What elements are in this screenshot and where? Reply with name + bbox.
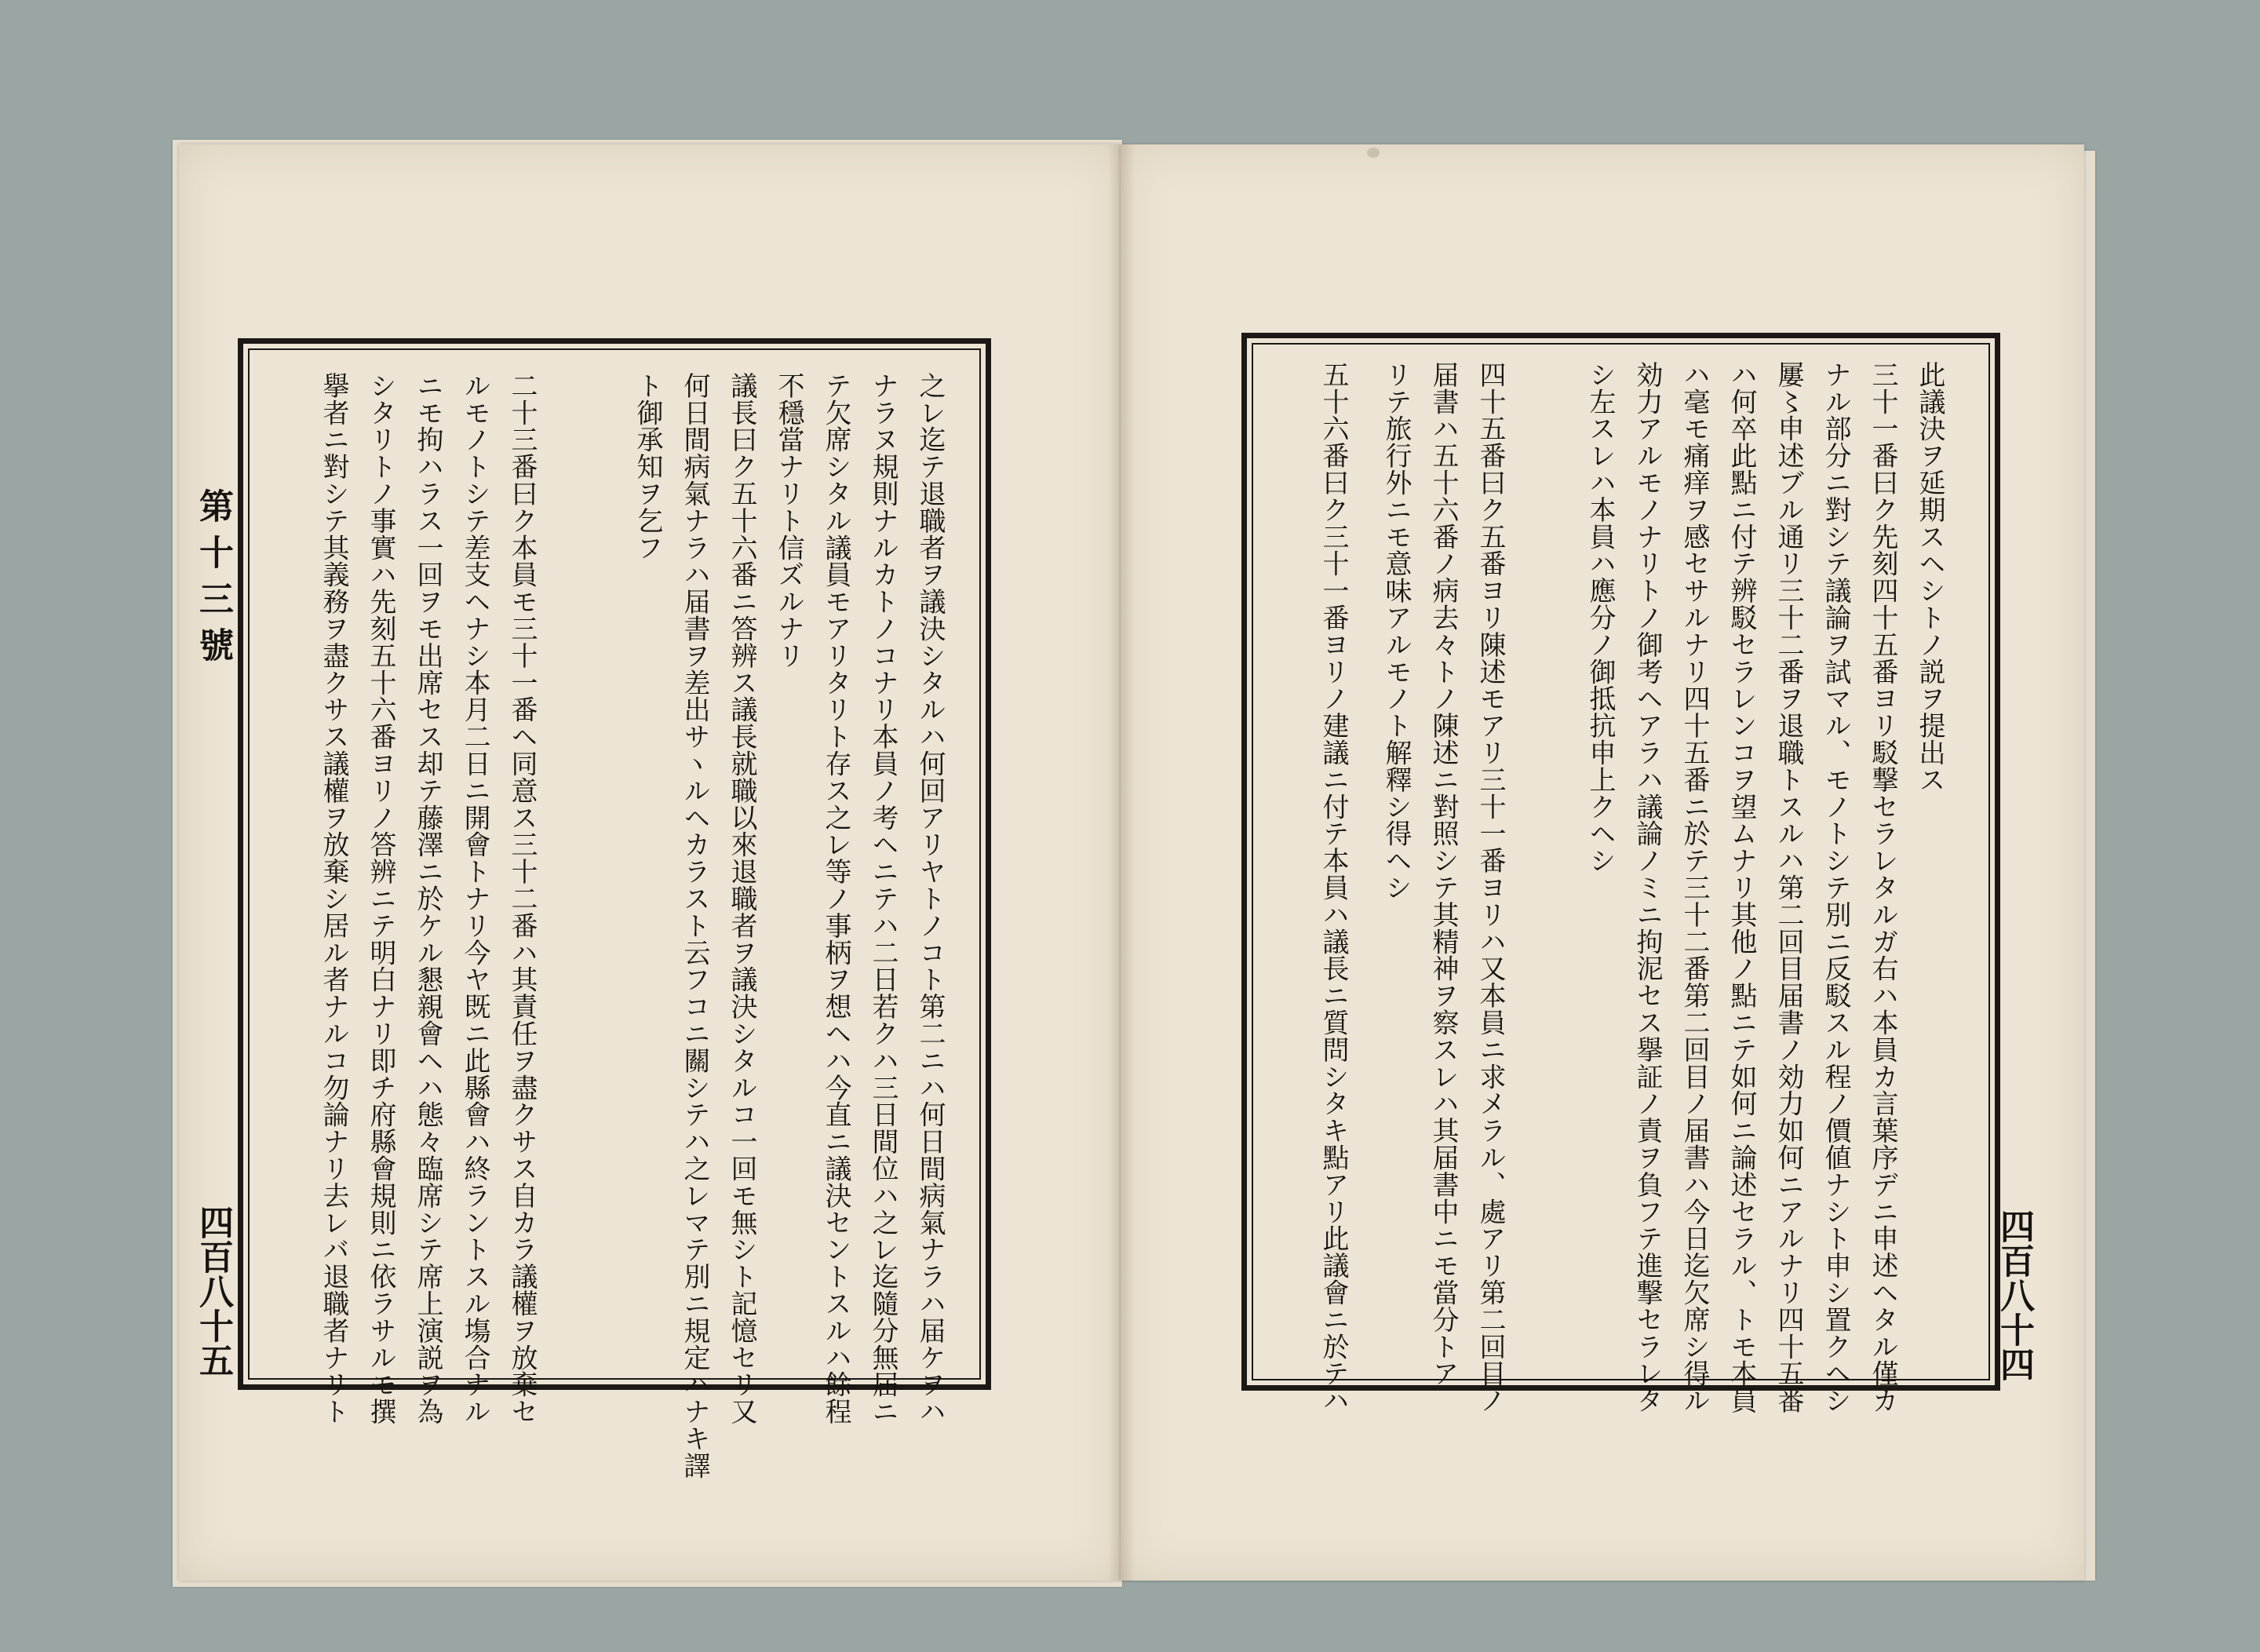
left-text-column: 擧者ニ對シテ其義務ヲ盡クサス議權ヲ放棄シ居ル者ナルコ勿論ナリ去レバ退職者ナリト xyxy=(318,372,349,1425)
left-text-column: 二十三番曰ク本員モ三十一番ヘ同意ス三十二番ハ其責任ヲ盡クサス自カラ議權ヲ放棄セ xyxy=(506,372,538,1425)
left-text-column: 何日間病氣ナラハ届書ヲ差出サヽルヘカラスト云フコニ關シテハ之レマテ別ニ規定ハナキ譯 xyxy=(679,372,710,1479)
right-text-column: リテ旅行外ニモ意味アルモノト解釋シ得ヘシ xyxy=(1380,361,1412,901)
left-text-column: 不穩當ナリト信ズルナリ xyxy=(773,372,804,669)
right-text-column: 屢〻申述ブル通リ三十二番ヲ退職トスルハ第二回目届書ノ効力如何ニアルナリ四十五番 xyxy=(1773,361,1804,1414)
right-text-column: 届書ハ五十六番ノ病去々トノ陳述ニ對照シテ其精神ヲ察スレハ其届書中ニモ當分トア xyxy=(1427,361,1459,1388)
right-text-column: 効力アルモノナリトノ御考ヘアラハ議論ノミニ拘泥セス擧証ノ責ヲ負フテ進撃セラレタ xyxy=(1631,361,1663,1414)
left-text-column: シタリトノ事實ハ先刻五十六番ヨリノ答辨ニテ明白ナリ即チ府縣會規則ニ依ラサルモ撰 xyxy=(365,372,396,1425)
binding-hole xyxy=(1367,148,1380,158)
right-text-column: ナル部分ニ對シテ議論ヲ試マル、モノトシテ別ニ反駁スル程ノ價値ナシト申シ置クヘシ xyxy=(1820,361,1851,1414)
left-text-column: ト御承知ヲ乞フ xyxy=(632,372,663,561)
left-text-column: ニモ拘ハラス一回ヲモ出席セス却テ藤澤ニ於ケル懇親會ヘハ態々臨席シテ席上演説ヲ為 xyxy=(412,372,443,1425)
left-text-column: 之レ迄テ退職者ヲ議決シタルハ何回アリヤトノコト第二ニハ何日間病氣ナラハ届ケヲハ xyxy=(914,372,946,1425)
right-page-number: 四百八十四 xyxy=(1994,1209,2034,1381)
book-gutter xyxy=(1108,144,1135,1581)
right-text-column: 四十五番曰ク五番ヨリ陳述モアリ三十一番ヨリハ又本員ニ求メラル、處アリ第二回目ノ xyxy=(1474,361,1506,1414)
right-text-column: 三十一番曰ク先刻四十五番ヨリ駁撃セラレタルガ右ハ本員カ言葉序デニ申述ヘタル僅カ xyxy=(1867,361,1898,1414)
left-page-number: 四百八十五 xyxy=(193,1205,233,1377)
left-text-column: テ欠席シタル議員モアリタリト存ス之レ等ノ事柄ヲ想ヘハ今直ニ議決セントスルハ餘程 xyxy=(820,372,851,1425)
left-text-column: ルモノトシテ差支ヘナシ本月二日ニ開會トナリ今ヤ既ニ此縣會ハ終ラントスル塲合ナル xyxy=(459,372,490,1425)
right-text-column: シ左スレハ本員ハ應分ノ御抵抗申上クヘシ xyxy=(1584,361,1616,874)
left-text-column: 議長曰ク五十六番ニ答辨ス議長就職以來退職者ヲ議決シタルコ一回モ無シト記憶セリ又 xyxy=(726,372,757,1425)
right-text-column: 此議決ヲ延期スヘシトノ説ヲ提出ス xyxy=(1914,361,1945,793)
right-text-column: ハ毫モ痛痒ヲ感セサルナリ四十五番ニ於テ三十二番第二回目ノ届書ハ今日迄欠席シ得ル xyxy=(1679,361,1710,1414)
left-text-column: ナラヌ規則ナルカトノコナリ本員ノ考ヘニテハ二日若クハ三日間位ハ之レ迄隨分無届ニ xyxy=(867,372,899,1425)
issue-number: 第十三號 xyxy=(193,488,233,673)
right-text-column: 五十六番曰ク三十一番ヨリノ建議ニ付テ本員ハ議長ニ質問シタキ點アリ此議會ニ於テハ xyxy=(1318,361,1349,1414)
right-text-column: ハ何卒此點ニ付テ辨駁セラレンコヲ望ムナリ其他ノ點ニテ如何ニ論述セラル、トモ本員 xyxy=(1726,361,1757,1414)
